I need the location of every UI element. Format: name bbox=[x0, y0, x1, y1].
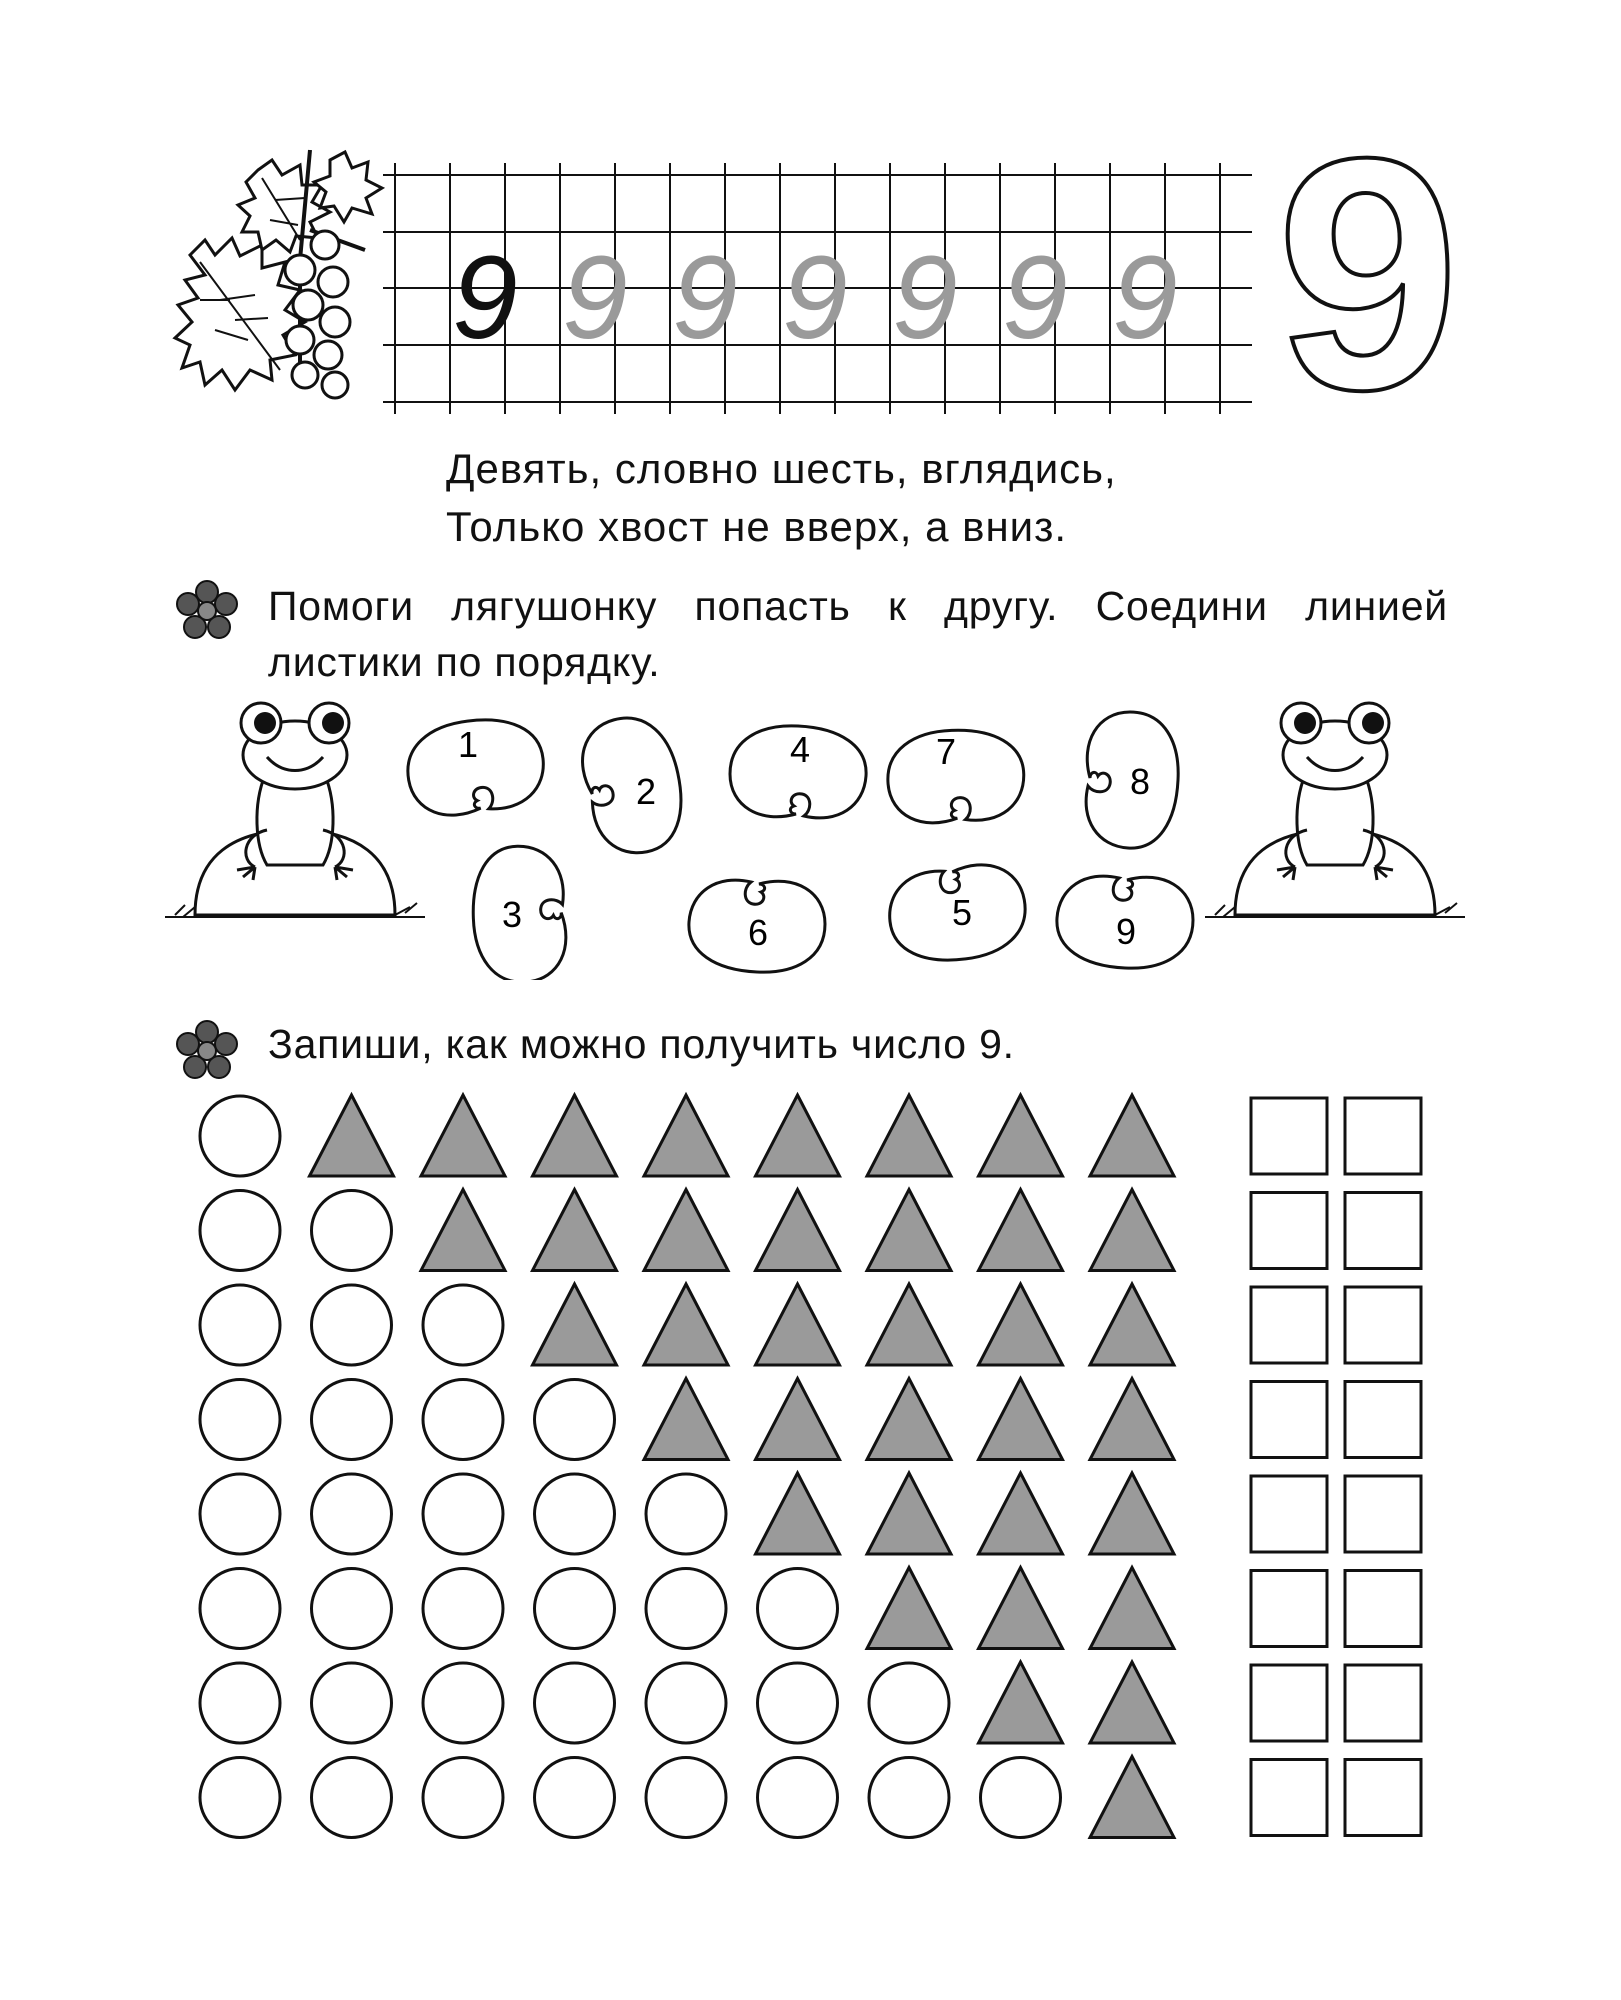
triangle-shape bbox=[867, 1190, 951, 1271]
circle-shape bbox=[312, 1285, 392, 1365]
flower-bullet-icon bbox=[172, 576, 242, 646]
circle-shape bbox=[758, 1569, 838, 1649]
circle-shape bbox=[200, 1380, 280, 1460]
circle-shape bbox=[312, 1663, 392, 1743]
circle-shape bbox=[312, 1380, 392, 1460]
leaf-number: 4 bbox=[789, 729, 811, 770]
answer-box[interactable] bbox=[1345, 1098, 1421, 1174]
triangle-shape bbox=[1090, 1662, 1174, 1743]
circle-shape bbox=[423, 1285, 503, 1365]
poem bbox=[446, 440, 1117, 556]
leaf-number: 6 bbox=[747, 912, 769, 953]
trace-digit[interactable]: 9 bbox=[782, 232, 848, 364]
triangle-shape bbox=[979, 1379, 1063, 1460]
answer-box[interactable] bbox=[1251, 1760, 1327, 1836]
answer-box[interactable] bbox=[1345, 1193, 1421, 1269]
leaf-number: 2 bbox=[635, 771, 657, 812]
circle-shape bbox=[981, 1758, 1061, 1838]
poem-line: Девять, словно шесть, вглядись, bbox=[446, 445, 1117, 492]
triangle-shape bbox=[979, 1095, 1063, 1176]
triangle-shape bbox=[756, 1190, 840, 1271]
triangle-shape bbox=[533, 1190, 617, 1271]
triangle-shape bbox=[1090, 1379, 1174, 1460]
triangle-shape bbox=[533, 1284, 617, 1365]
answer-box[interactable] bbox=[1251, 1476, 1327, 1552]
circle-shape bbox=[646, 1569, 726, 1649]
triangle-shape bbox=[756, 1379, 840, 1460]
triangle-shape bbox=[867, 1284, 951, 1365]
circle-shape bbox=[869, 1758, 949, 1838]
triangle-shape bbox=[979, 1190, 1063, 1271]
triangle-shape bbox=[979, 1284, 1063, 1365]
circle-shape bbox=[200, 1285, 280, 1365]
triangle-shape bbox=[867, 1568, 951, 1649]
circle-shape bbox=[200, 1758, 280, 1838]
triangle-shape bbox=[310, 1095, 394, 1176]
triangle-shape bbox=[979, 1662, 1063, 1743]
answer-box[interactable] bbox=[1251, 1382, 1327, 1458]
sample-digit: 9 bbox=[452, 232, 518, 364]
trace-digit[interactable]: 9 bbox=[562, 232, 628, 364]
triangle-shape bbox=[1090, 1757, 1174, 1838]
frog-right-illustration bbox=[1205, 703, 1465, 917]
leaf-number: 1 bbox=[457, 724, 479, 765]
circle-shape bbox=[535, 1474, 615, 1554]
triangle-shape bbox=[1090, 1473, 1174, 1554]
triangle-shape bbox=[1090, 1095, 1174, 1176]
circle-shape bbox=[200, 1474, 280, 1554]
circle-shape bbox=[312, 1758, 392, 1838]
frog-leaf-maze bbox=[0, 700, 1621, 980]
currant-branch-illustration bbox=[175, 150, 382, 398]
flower-bullet-icon bbox=[172, 1016, 242, 1086]
triangle-shape bbox=[421, 1190, 505, 1271]
leaf-number: 5 bbox=[951, 892, 973, 933]
leaf-number: 3 bbox=[501, 894, 523, 935]
triangle-shape bbox=[867, 1095, 951, 1176]
circle-shape bbox=[535, 1380, 615, 1460]
circle-shape bbox=[312, 1474, 392, 1554]
circle-shape bbox=[200, 1569, 280, 1649]
leaf-number: 8 bbox=[1129, 761, 1151, 802]
triangle-shape bbox=[756, 1473, 840, 1554]
triangle-shape bbox=[644, 1379, 728, 1460]
triangle-shape bbox=[533, 1095, 617, 1176]
header-area bbox=[0, 0, 1621, 440]
frog-left-illustration bbox=[165, 703, 425, 917]
triangle-shape bbox=[756, 1095, 840, 1176]
circle-shape bbox=[312, 1569, 392, 1649]
answer-box[interactable] bbox=[1345, 1571, 1421, 1647]
triangle-shape bbox=[756, 1284, 840, 1365]
answer-box[interactable] bbox=[1345, 1665, 1421, 1741]
task-instruction: Помоги лягушонку попасть к другу. Соедини линией листики по порядку. bbox=[268, 583, 1448, 685]
triangle-shape bbox=[644, 1095, 728, 1176]
trace-digit[interactable]: 9 bbox=[892, 232, 958, 364]
circle-shape bbox=[758, 1758, 838, 1838]
circle-shape bbox=[312, 1191, 392, 1271]
trace-digit[interactable]: 9 bbox=[1002, 232, 1068, 364]
leaf-number: 9 bbox=[1115, 911, 1137, 952]
circle-shape bbox=[423, 1758, 503, 1838]
circle-shape bbox=[646, 1758, 726, 1838]
triangle-shape bbox=[644, 1190, 728, 1271]
poem-line: Только хвост не вверх, а вниз. bbox=[446, 503, 1068, 550]
triangle-shape bbox=[1090, 1568, 1174, 1649]
answer-box[interactable] bbox=[1345, 1382, 1421, 1458]
circle-shape bbox=[646, 1474, 726, 1554]
trace-digit[interactable]: 9 bbox=[672, 232, 738, 364]
circle-shape bbox=[423, 1474, 503, 1554]
answer-box[interactable] bbox=[1251, 1287, 1327, 1363]
circle-shape bbox=[200, 1191, 280, 1271]
triangle-shape bbox=[867, 1473, 951, 1554]
task-instruction: Запиши, как можно получить число 9. bbox=[268, 1021, 1015, 1067]
triangle-shape bbox=[979, 1473, 1063, 1554]
triangle-shape bbox=[979, 1568, 1063, 1649]
answer-box[interactable] bbox=[1345, 1760, 1421, 1836]
triangle-shape bbox=[644, 1284, 728, 1365]
answer-box[interactable] bbox=[1251, 1098, 1327, 1174]
circle-shape bbox=[423, 1380, 503, 1460]
circle-shape bbox=[758, 1663, 838, 1743]
circle-shape bbox=[535, 1758, 615, 1838]
answer-box[interactable] bbox=[1251, 1193, 1327, 1269]
circle-shape bbox=[869, 1663, 949, 1743]
circle-shape bbox=[200, 1096, 280, 1176]
circle-shape bbox=[535, 1663, 615, 1743]
triangle-shape bbox=[421, 1095, 505, 1176]
answer-box[interactable] bbox=[1251, 1571, 1327, 1647]
triangle-shape bbox=[1090, 1190, 1174, 1271]
circle-shape bbox=[200, 1663, 280, 1743]
circle-shape bbox=[423, 1663, 503, 1743]
triangle-shape bbox=[867, 1379, 951, 1460]
answer-box[interactable] bbox=[1345, 1476, 1421, 1552]
big-digit-outline: 9 bbox=[1276, 89, 1460, 440]
triangle-shape bbox=[1090, 1284, 1174, 1365]
circle-shape bbox=[423, 1569, 503, 1649]
shapes-grid bbox=[0, 1080, 1621, 1860]
circle-shape bbox=[535, 1569, 615, 1649]
answer-box[interactable] bbox=[1345, 1287, 1421, 1363]
trace-digit[interactable]: 9 bbox=[1112, 232, 1178, 364]
circle-shape bbox=[646, 1663, 726, 1743]
leaf-number: 7 bbox=[935, 731, 957, 772]
answer-box[interactable] bbox=[1251, 1665, 1327, 1741]
leaf-2[interactable] bbox=[571, 707, 695, 862]
